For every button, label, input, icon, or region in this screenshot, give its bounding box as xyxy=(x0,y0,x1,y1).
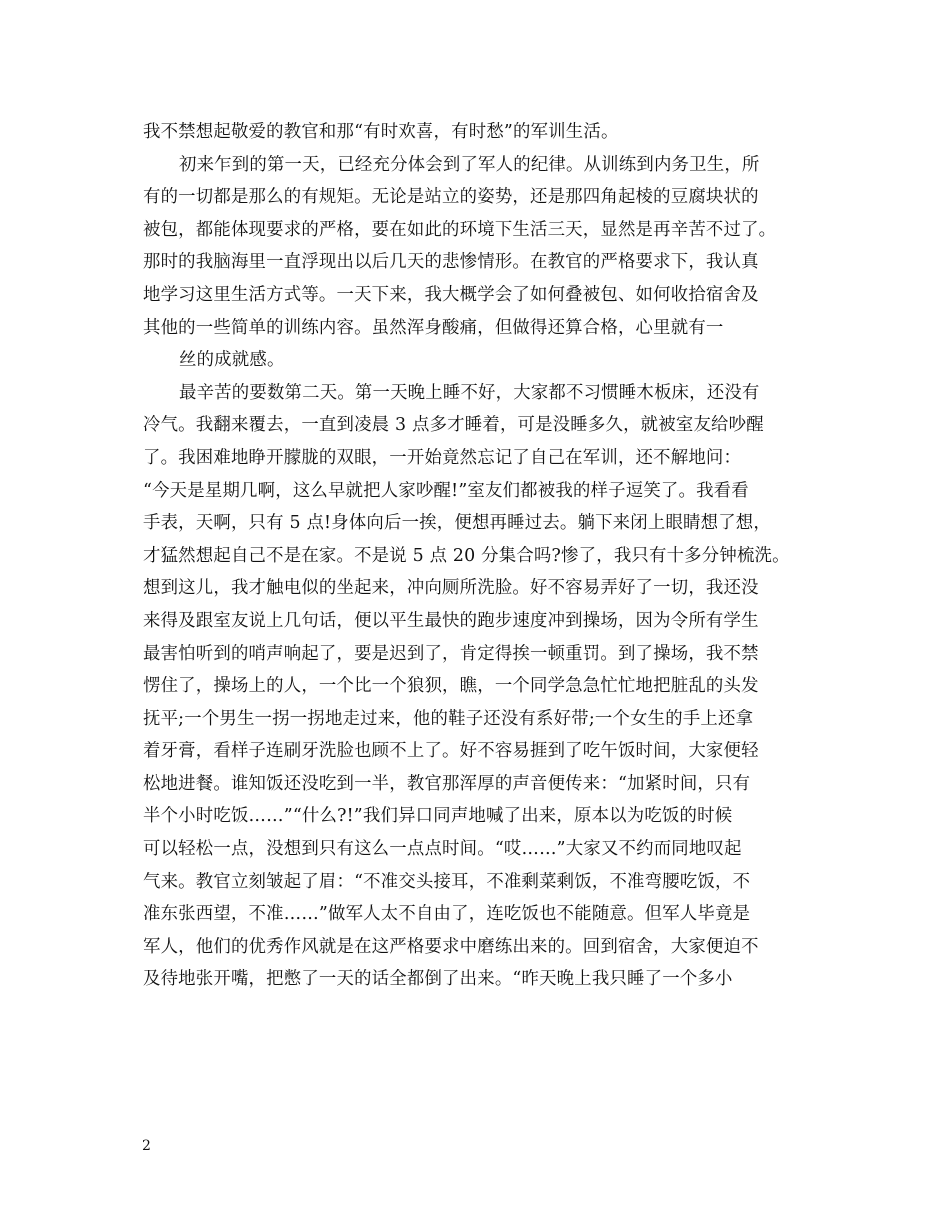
text-line: 抚平;一个男生一拐一拐地走过来，他的鞋子还没有系好带;一个女生的手上还拿 xyxy=(143,708,754,729)
page-number: 2 xyxy=(142,1138,151,1154)
text-line: 才猛然想起自己不是在家。不是说 5 点 20 分集合吗?惨了，我只有十多分钟梳洗。 xyxy=(143,545,790,566)
text-line: 那时的我脑海里一直浮现出以后几天的悲惨情形。在教官的严格要求下，我认真 xyxy=(143,252,759,273)
text-line: 有的一切都是那么的有规矩。无论是站立的姿势，还是那四角起棱的豆腐块状的 xyxy=(143,187,759,208)
text-line: 气来。教官立刻皱起了眉：“不准交头接耳，不准剩菜剩饭，不准弯腰吃饭，不 xyxy=(143,871,751,892)
text-line: 着牙膏，看样子连刷牙洗脸也顾不上了。好不容易捱到了吃午饭时间，大家便轻 xyxy=(143,741,759,762)
text-line: 半个小时吃饭……”“什么?!”我们异口同声地喊了出来，原本以为吃饭的时候 xyxy=(143,806,733,827)
text-line: 军人，他们的优秀作风就是在这严格要求中磨练出来的。回到宿舍，大家便迫不 xyxy=(143,936,759,957)
body-text xyxy=(143,116,813,996)
text-line: 初来乍到的第一天，已经充分体会到了军人的纪律。从训练到内务卫生，所 xyxy=(179,154,760,175)
text-line: 准东张西望，不准……”做军人太不自由了，连吃饭也不能随意。但军人毕竟是 xyxy=(143,904,751,925)
text-line: 被包，都能体现要求的严格，要在如此的环境下生活三天，显然是再辛苦不过了。 xyxy=(143,219,777,240)
text-line: 地学习这里生活方式等。一天下来，我大概学会了如何叠被包、如何收拾宿舍及 xyxy=(143,284,759,305)
text-line: 愣住了，操场上的人，一个比一个狼狈，瞧，一个同学急急忙忙地把脏乱的头发 xyxy=(143,676,759,697)
text-line: 其他的一些简单的训练内容。虽然浑身酸痛，但做得还算合格，心里就有一 xyxy=(143,317,724,338)
text-line: 想到这儿，我才触电似的坐起来，冲向厕所洗脸。好不容易弄好了一切，我还没 xyxy=(143,578,759,599)
text-line: 了。我困难地睁开朦胧的双眼，一开始竟然忘记了自己在军训，还不解地问： xyxy=(143,447,742,468)
text-line: 我不禁想起敬爱的教官和那“有时欢喜，有时愁”的军训生活。 xyxy=(143,122,619,142)
text-line: 及待地张开嘴，把憋了一天的话全都倒了出来。“昨天晚上我只睡了一个多小 xyxy=(143,969,733,990)
text-line: 丝的成就感。 xyxy=(179,350,285,371)
text-line: 来得及跟室友说上几句话，便以平生最快的跑步速度冲到操场，因为令所有学生 xyxy=(143,610,759,631)
text-line: “今天是星期几啊，这么早就把人家吵醒!”室友们都被我的样子逗笑了。我看看 xyxy=(143,480,749,501)
text-line: 手表，天啊，只有 5 点!身体向后一挨，便想再睡过去。躺下来闭上眼睛想了想， xyxy=(143,513,771,534)
text-line: 冷气。我翻来覆去，一直到凌晨 3 点多才睡着，可是没睡多久，就被室友给吵醒 xyxy=(143,415,764,436)
text-line: 最害怕听到的哨声响起了，要是迟到了，肯定得挨一顿重罚。到了操场，我不禁 xyxy=(143,643,759,664)
text-line: 最辛苦的要数第二天。第一天晚上睡不好，大家都不习惯睡木板床，还没有 xyxy=(179,382,760,403)
text-line: 松地进餐。谁知饭还没吃到一半，教官那浑厚的声音便传来：“加紧时间，只有 xyxy=(143,773,751,794)
text-line: 可以轻松一点，没想到只有这么一点点时间。“哎……”大家又不约而同地叹起 xyxy=(143,839,742,860)
